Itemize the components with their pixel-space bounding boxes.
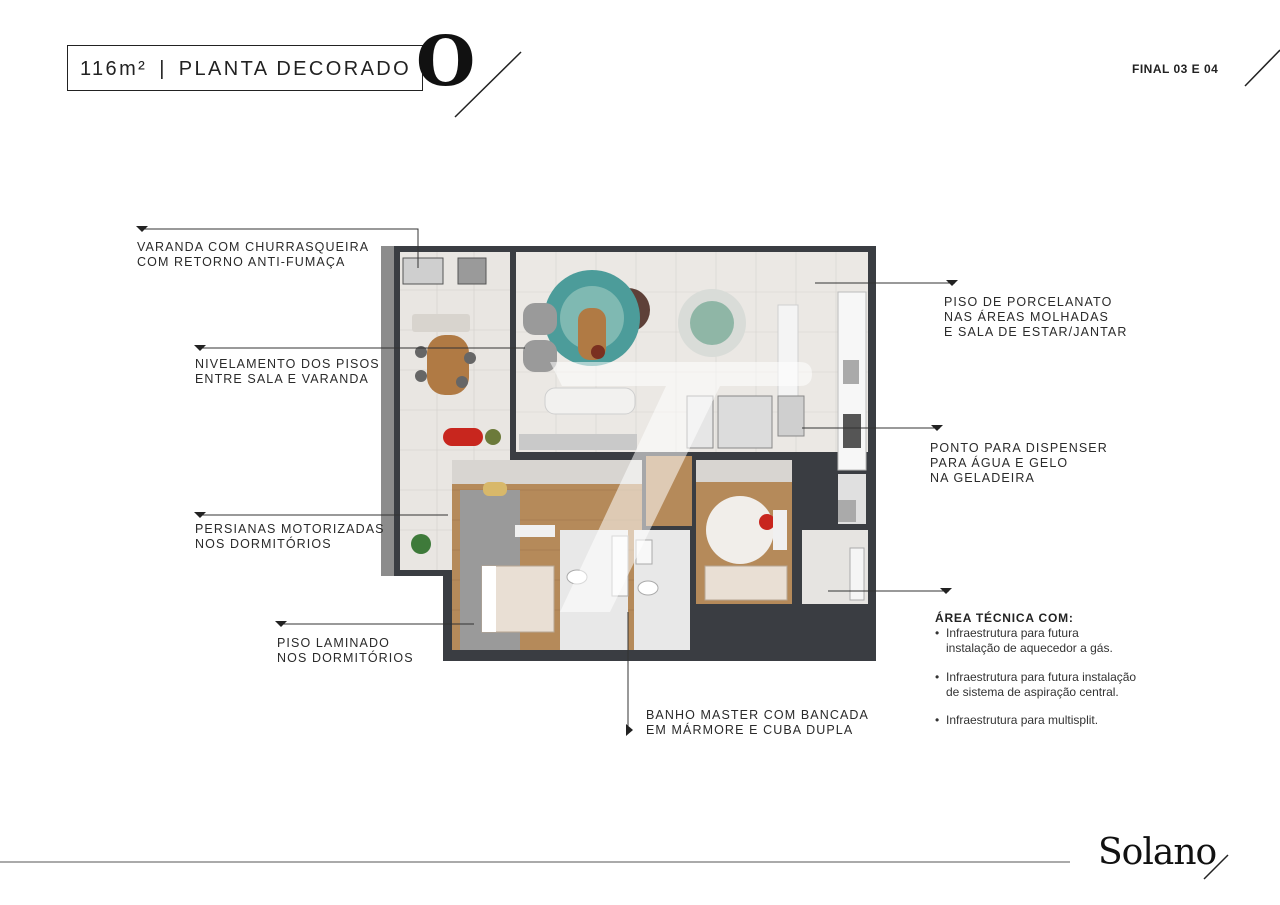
callout-line: NIVELAMENTO DOS PISOS [195,357,380,371]
final-label: FINAL 03 E 04 [1132,62,1219,76]
balcony-chair [415,370,427,382]
area-tecnica-title: ÁREA TÉCNICA COM: [935,611,1074,625]
bullet-line: Infraestrutura para multisplit. [946,713,1099,727]
callout-line: VARANDA COM CHURRASQUEIRA [137,240,370,254]
area-tecnica-item [935,626,1175,656]
callout-line: PISO DE PORCELANATO [944,295,1113,309]
bullet-text [946,626,1113,655]
callout-nivelamento [195,357,380,387]
callout-piso-porcelanato [944,295,1128,340]
service-bath [718,396,772,448]
armchair [523,303,557,335]
final-slash [1245,50,1280,86]
title-label: PLANTA DECORADO [178,58,412,80]
callout-line: PISO LAMINADO [277,636,390,650]
callout-persianas [195,522,385,552]
callout-line: COM RETORNO ANTI-FUMAÇA [137,255,346,269]
master-closet [452,460,642,484]
callout-piso-laminado [277,636,414,666]
title-slash [455,52,521,117]
tech-tank [850,548,864,600]
balcony-plant [485,429,501,445]
second-closet [696,460,792,482]
callout-line: NOS DORMITÓRIOS [277,651,414,665]
master-pillows [482,566,496,632]
round-rug-bedroom [706,496,774,564]
decor-bowl [591,345,605,359]
bullet-icon: • [935,626,940,640]
cooktop [843,414,861,448]
floorplan [381,246,876,661]
callout-line: PARA ÁGUA E GELO [930,456,1069,470]
desk [515,525,555,537]
second-toilet [638,581,658,595]
bedroom-desk [773,510,787,550]
callout-varanda [137,240,369,270]
callout-line: NA GELADEIRA [930,471,1035,485]
balcony-bench [412,314,470,332]
balcony-sink [458,258,486,284]
callout-banho [646,708,869,738]
bullet-line: instalação de aquecedor a gás. [946,640,1113,655]
balcony-red-sofa [443,428,483,446]
brand-o-logo: O [416,22,476,102]
balcony-plant [411,534,431,554]
area-value: 116m² [80,58,148,80]
bullet-text [946,713,1098,728]
balcony-chair [464,352,476,364]
callout-line: EM MÁRMORE E CUBA DUPLA [646,723,854,737]
callout-line: NOS DORMITÓRIOS [195,537,332,551]
bullet-icon: • [935,670,940,684]
balcony-chair [456,376,468,388]
bullet-line: Infraestrutura para futura instalação [946,670,1137,684]
pantry [778,396,804,436]
callout-line: E SALA DE ESTAR/JANTAR [944,325,1128,339]
dining-table [690,301,734,345]
living-sofa [545,388,635,414]
area-tecnica-item [935,670,1195,700]
bullet-text [946,670,1136,699]
bullet-line: Infraestrutura para futura [946,626,1079,640]
callout-line: NAS ÁREAS MOLHADAS [944,310,1109,324]
callout-dispenser [930,441,1108,486]
kitchen-sink [843,360,859,384]
red-chair [759,514,775,530]
callout-line: BANHO MASTER COM BANCADA [646,708,869,722]
armchair [523,340,557,372]
tv-cabinet [519,434,637,450]
barbecue-grill [403,258,443,284]
water-heater [838,500,856,522]
bullet-line: de sistema de aspiração central. [946,684,1119,699]
title-separator: | [159,58,167,80]
area-tecnica-item [935,713,1175,729]
bullet-icon: • [935,713,940,727]
callout-line: PERSIANAS MOTORIZADAS [195,522,385,536]
second-bed [705,566,787,600]
pouf [483,482,507,496]
solano-logo: Solano [1098,832,1217,873]
callout-line: ENTRE SALA E VARANDA [195,372,369,386]
callout-line: PONTO PARA DISPENSER [930,441,1108,455]
